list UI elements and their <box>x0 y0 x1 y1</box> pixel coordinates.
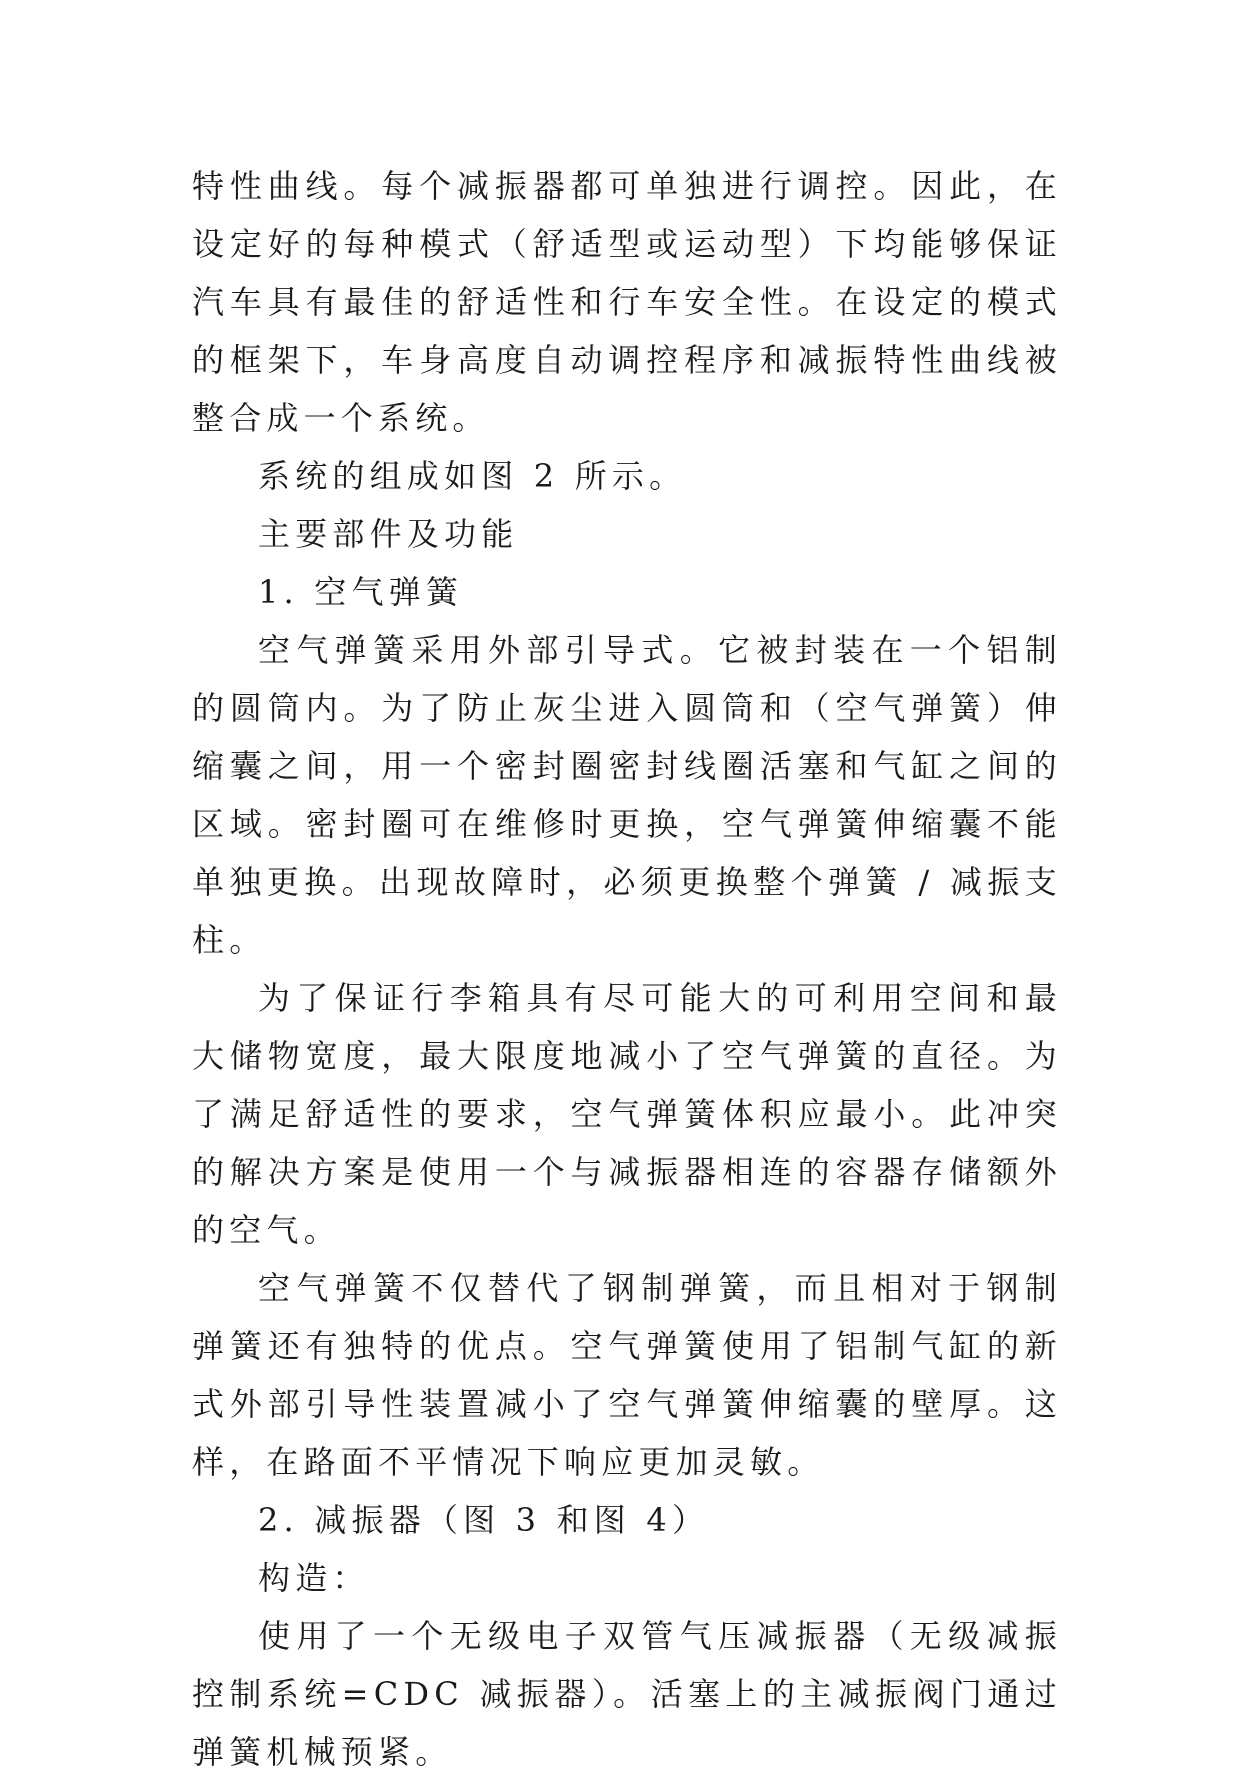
paragraph-cdc-damper: 使用了一个无级电子双管气压减振器（无级减振控制系统=CDC 减振器）。活塞上的主减振阀门通过弹簧机械预紧。 <box>192 1617 1062 1771</box>
paragraph-air-spring-diameter: 为了保证行李箱具有尽可能大的可利用空间和最大储物宽度，最大限度地减小了空气弹簧的直径。为了满足舒适性的要求，空气弹簧体积应最小。此冲突的解决方案是使用一个与减振器相连的容器存储额外的空气。 <box>192 979 1062 1249</box>
section-heading-main-components: 主要部件及功能 <box>258 515 519 553</box>
paragraph-shock-absorber-curve: 特性曲线。每个减振器都可单独进行调控。因此，在设定好的每种模式（舒适型或运动型）下均能够保证汽车具有最佳的舒适性和行车安全性。在设定的模式的框架下，车身高度自动调控程序和减振特性曲线被整合成一个系统。 <box>192 167 1062 437</box>
document-body <box>192 157 1062 1781</box>
label-construction: 构造： <box>258 1559 370 1597</box>
subheading-shock-absorber: 2. 减振器（图 3 和图 4） <box>258 1501 710 1539</box>
paragraph-air-spring-guidance: 空气弹簧采用外部引导式。它被封装在一个铝制的圆筒内。为了防止灰尘进入圆筒和（空气弹簧）伸缩囊之间，用一个密封圈密封线圈活塞和气缸之间的区域。密封圈可在维修时更换，空气弹簧伸缩囊不能单独更换。出现故障时，必须更换整个弹簧 / 减振支柱。 <box>192 631 1062 959</box>
paragraph-system-figure-ref: 系统的组成如图 2 所示。 <box>258 457 687 495</box>
paragraph-air-spring-advantages: 空气弹簧不仅替代了钢制弹簧，而且相对于钢制弹簧还有独特的优点。空气弹簧使用了铝制气缸的新式外部引导性装置减小了空气弹簧伸缩囊的壁厚。这样，在路面不平情况下响应更加灵敏。 <box>192 1269 1062 1481</box>
subheading-air-spring: 1. 空气弹簧 <box>258 573 464 611</box>
